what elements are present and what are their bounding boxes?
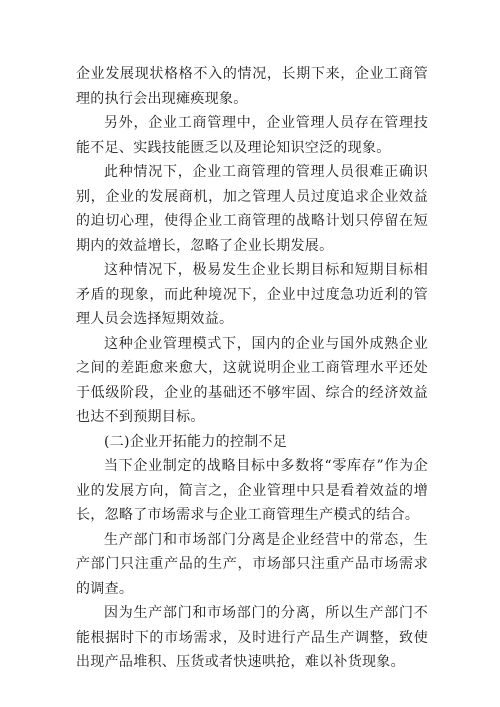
paragraph-department-separation: 生产部门和市场部门分离是企业经营中的常态，生产部门只注重产品的生产，市场部只注重产品市场需求的调查。 <box>76 531 428 597</box>
document-body <box>76 62 428 675</box>
paragraph-opportunity: 此种情况下，企业工商管理的管理人员很难正确识别，企业的发展商机，加之管理人员过度追求企业效益的迫切心理，使得企业工商管理的战略计划只停留在短期内的效益增长，忽略了企业长期发展。 <box>76 164 428 254</box>
paragraph-skills: 另外，企业工商管理中，企业管理人员存在管理技能不足、实践技能匮乏以及理论知识空泛的现象。 <box>76 115 428 156</box>
paragraph-continuation: 企业发展现状格格不入的情况，长期下来，企业工商管理的执行会出现瘫痪现象。 <box>76 66 428 107</box>
section-heading: (二)企业开拓能力的控制不足 <box>104 433 288 450</box>
paragraph-gap: 这种企业管理模式下，国内的企业与国外成熟企业之间的差距愈来愈大，这就说明企业工商管理水平还处于低级阶段，企业的基础还不够牢固、综合的经济效益也达不到预期目标。 <box>76 335 428 425</box>
paragraph-zero-inventory: 当下企业制定的战略目标中多数将“零库存”作为企业的发展方向，简言之，企业管理中只是看着效益的增长，忽略了市场需求与企业工商管理生产模式的结合。 <box>76 458 428 523</box>
paragraph-production-adjustment: 因为生产部门和市场部门的分离，所以生产部门不能根据时下的市场需求，及时进行产品生产调整，致使出现产品堆积、压货或者快速哄抢，难以补货现象。 <box>76 605 428 670</box>
paragraph-goals-conflict: 这种情况下，极易发生企业长期目标和短期目标相矛盾的现象，而此种境况下，企业中过度急功近利的管理人员会选择短期效益。 <box>76 262 428 327</box>
